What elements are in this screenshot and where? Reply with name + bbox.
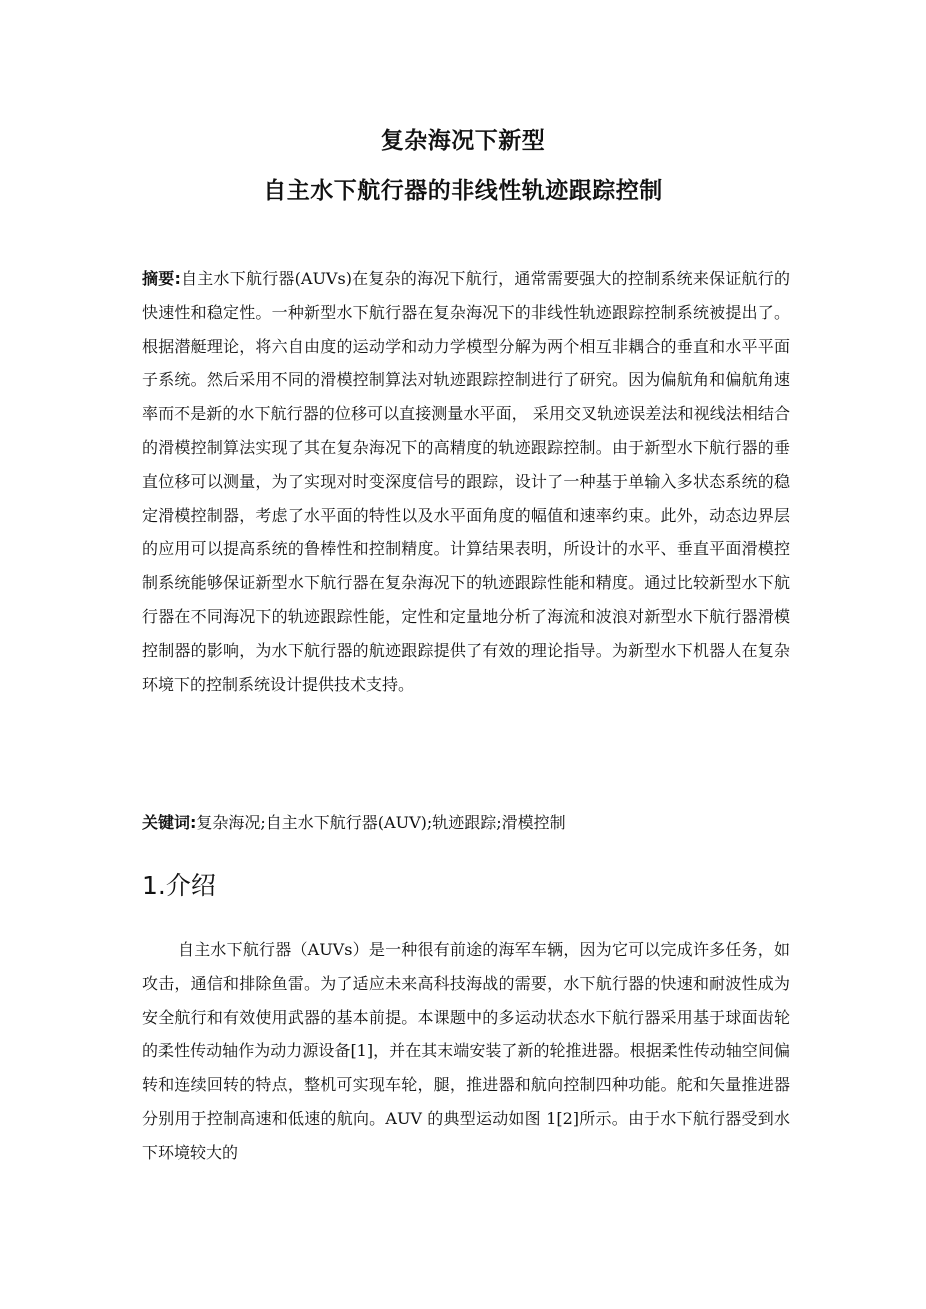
abstract-label: 摘要: xyxy=(142,269,181,288)
paper-title-line-2: 自主水下航行器的非线性轨迹跟踪控制 xyxy=(263,178,663,204)
introduction-paragraph: 自主水下航行器（AUVs）是一种很有前途的海军车辆，因为它可以完成许多任务，如攻击，通信和排除鱼雷。为了适应未来高科技海战的需要，水下航行器的快速和耐波性成为安全航行和有效使用武器的基本前提。本课题中的多运动状态水下航行器采用基于球面齿轮的柔性传动轴作为动力源设备[1]，并在其末端安装了新的轮推进器。根据柔性传动轴空间偏转和连续回转的特点，整机可实现车轮，腿，推进器和航向控制四种功能。舵和矢量推进器分别用于控制高速和低速的航向。AUV 的典型运动如图 1[2]所示。由于水下航行器受到水下环境较大的 xyxy=(142,940,790,1162)
keywords-text: 复杂海况;自主水下航行器(AUV);轨迹跟踪;滑模控制 xyxy=(196,813,566,832)
section-heading-introduction: 1.介绍 xyxy=(142,871,216,900)
keywords-line xyxy=(142,808,790,838)
abstract-text: 自主水下航行器(AUVs)在复杂的海况下航行，通常需要强大的控制系统来保证航行的快速性和稳定性。一种新型水下航行器在复杂海况下的非线性轨迹跟踪控制系统被提出了。根据潜艇理论，将六自由度的运动学和动力学模型分解为两个相互非耦合的垂直和水平平面子系统。然后采用不同的滑模控制算法对轨迹跟踪控制进行了研究。因为偏航角和偏航角速率而不是新的水下航行器的位移可以直接测量水平面， 采用交叉轨迹误差法和视线法相结合的滑模控制算法实现了其在复杂海况下的高精度的轨迹跟踪控制。由于新型水下航行器的垂直位移可以测量，为了实现对时变深度信号的跟踪，设计了一种基于单输入多状态系统的稳定滑模控制器，考虑了水平面的特性以及水平面角度的幅值和速率约束。此外，动态边界层的应用可以提高系统的鲁棒性和控制精度。计算结果表明，所设计的水平、垂直平面滑模控制系统能够保证新型水下航行器在复杂海况下的轨迹跟踪性能和精度。通过比较新型水下航行器在不同海况下的轨迹跟踪性能，定性和定量地分析了海流和波浪对新型水下航行器滑模控制器的影响，为水下航行器的航迹跟踪提供了有效的理论指导。为新型水下机器人在复杂环境下的控制系统设计提供技术支持。 xyxy=(142,269,790,694)
keywords-label: 关键词: xyxy=(142,813,197,832)
paper-title-line-1: 复杂海况下新型 xyxy=(380,128,546,154)
abstract-paragraph xyxy=(142,262,790,701)
